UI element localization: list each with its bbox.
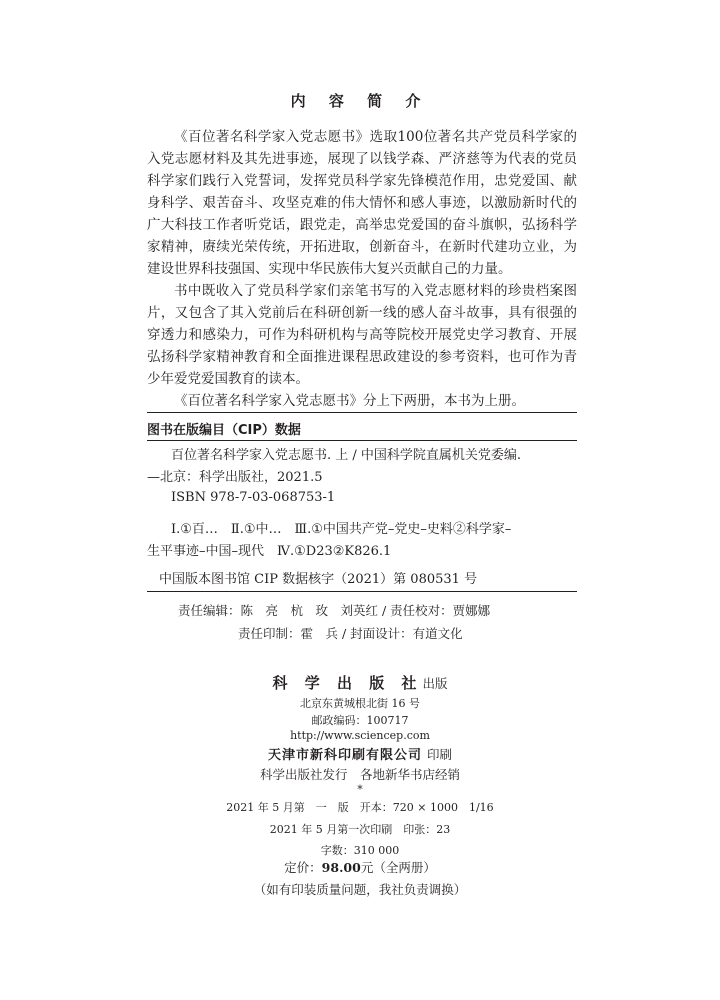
website-link[interactable]: http://www.sciencep.com (290, 729, 430, 742)
divider (147, 591, 577, 592)
price-label: 定价： (284, 860, 322, 875)
cip-heading: 图书在版编目（CIP）数据 (147, 423, 301, 438)
publisher-address: 北京东黄城根北街 16 号 (300, 697, 420, 710)
publisher-logo: 科 学 出 版 社 (272, 674, 423, 692)
cip-publisher-line: —北京：科学出版社，2021.5 (147, 470, 323, 485)
summary-paragraph: 书中既收入了党员科学家们亲笔书写的入党志愿材料的珍贵档案图片，又包含了其入党前后在科研创新一线的感人奋斗故事，具有很强的穿透力和感染力，可作为科研机构与高等院校开展党史学习教育、开展弘扬科学家精神教育和全面推进课程思政建设的参考资料，也可作为青少年爱党爱国教育的读本。 (147, 283, 577, 387)
summary-section (147, 126, 577, 412)
printing-line: 2021 年 5 月第一次印刷 印张：23 (269, 823, 451, 836)
publisher-suffix: 出版 (422, 676, 448, 691)
production-credits: 责任印制：霍 兵 / 封面设计：有道文化 (238, 626, 463, 641)
divider (147, 440, 577, 441)
cip-record-number: 中国版本图书馆 CIP 数据核字（2021）第 080531 号 (159, 572, 478, 587)
price-value: 98.00 (321, 860, 361, 875)
summary-paragraph: 《百位著名科学家入党志愿书》分上下两册，本书为上册。 (174, 393, 525, 409)
edition-line: 2021 年 5 月第 一 版 开本：720 × 1000 1/16 (226, 801, 494, 814)
cip-classification: 生平事迹–中国–现代 Ⅳ.①D23②K826.1 (147, 544, 392, 559)
cip-classification: Ⅰ.①百… Ⅱ.①中… Ⅲ.①中国共产党–党史–史料②科学家– (171, 522, 512, 537)
printer-name: 天津市新科印刷有限公司 (267, 748, 422, 763)
cip-title-line: 百位著名科学家入党志愿书. 上 / 中国科学院直属机关党委编. (171, 448, 522, 463)
divider (147, 412, 577, 413)
editor-credits: 责任编辑：陈 亮 杭 玫 刘英红 / 责任校对：贾娜娜 (178, 603, 491, 618)
postcode: 邮政编码：100717 (311, 714, 409, 727)
word-count: 字数：310 000 (320, 844, 400, 857)
price-suffix: 元（全两册） (360, 860, 436, 875)
printer-suffix: 印刷 (427, 747, 453, 762)
summary-paragraph: 《百位著名科学家入党志愿书》选取100位著名共产党员科学家的入党志愿材料及其先进事迹，展现了以钱学森、严济慈等为代表的党员科学家们践行入党誓词，发挥党员科学家先锋模范作用，忠党爱国、献身科学、艰苦奋斗、攻坚克难的伟大情怀和感人事迹，以激励新时代的广大科技工作者听党话，跟党走，高举忠党爱国的奋斗旗帜，弘扬科学家精神，赓续光荣传统，开拓进取，创新奋斗，在新时代建功立业，为建设世界科技强国、实现中华民族伟大复兴贡献自己的力量。 (147, 129, 577, 277)
price-line (0, 858, 720, 876)
separator-star: * (357, 783, 363, 796)
printer-line (0, 744, 720, 763)
page-title: 内 容 简 介 (290, 92, 430, 110)
cip-isbn: ISBN 978-7-03-068753-1 (171, 490, 336, 505)
distribution-line: 科学出版社发行 各地新华书店经销 (259, 767, 460, 782)
publisher-line (0, 672, 720, 693)
quality-notice: （如有印装质量问题，我社负责调换） (253, 882, 467, 897)
